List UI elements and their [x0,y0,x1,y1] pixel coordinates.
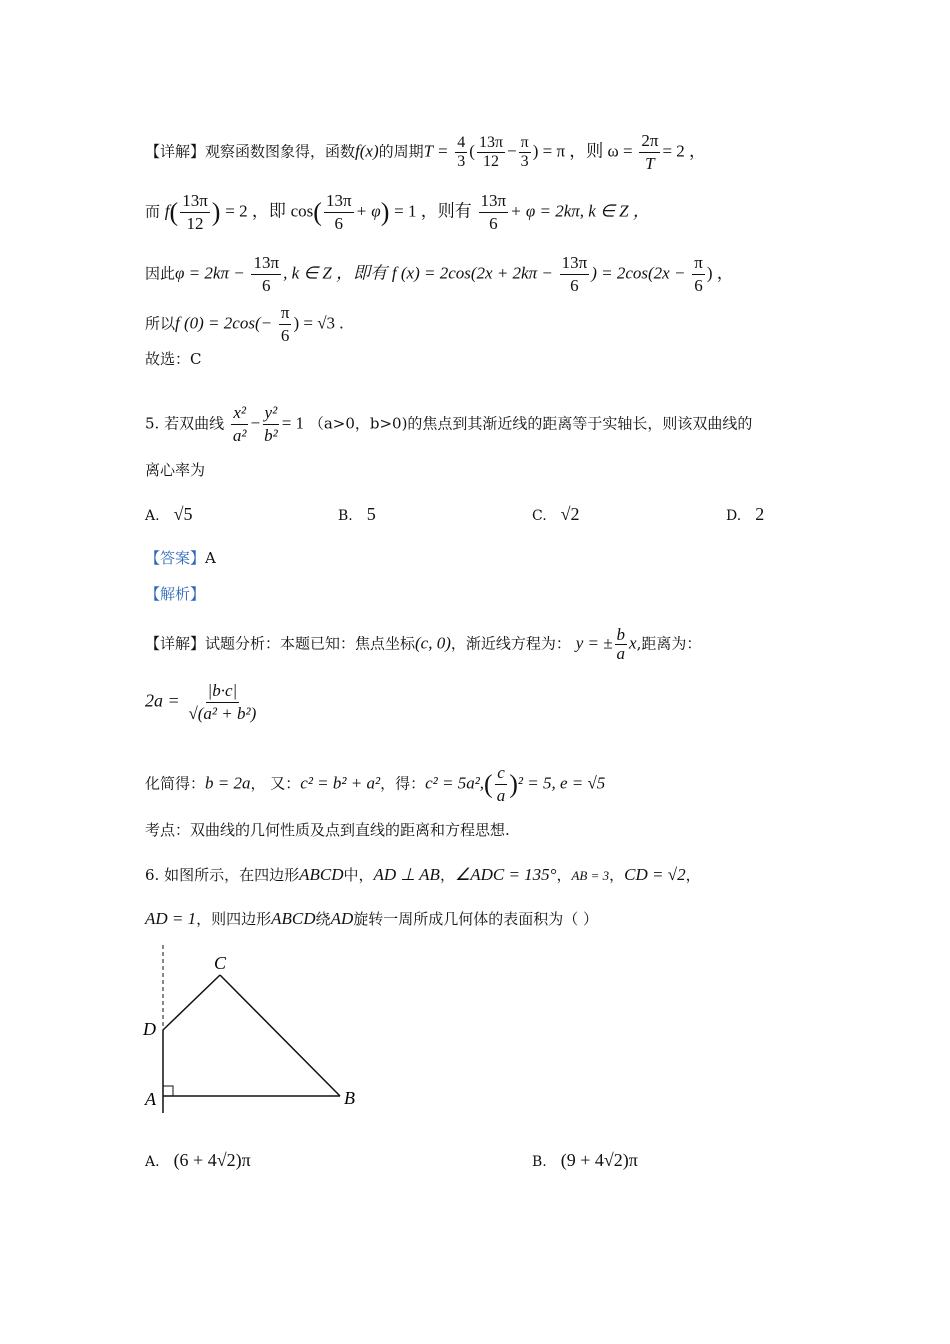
option-value: (6 + 4√2)π [173,1150,251,1170]
fraction-c-a: $\frac{c}{a}$ [496,763,506,805]
distance-formula [145,680,260,725]
math-eq: ) = √3 . [293,313,344,333]
option-letter: C. [532,508,547,524]
math-focus: (c, 0) [415,633,451,653]
question-text: ，则四边形 [196,910,272,928]
detail-text: ， 又： [250,774,301,793]
fraction-13pi-12: $\frac{13\pi}{12}$ [478,134,504,170]
label-c: C [214,953,227,973]
key-point: 考点：双曲线的几何性质及点到直线的距离和方程思想. [145,821,510,839]
analysis-label: 【解析】 [145,585,206,603]
detail-text: ,距离为： [636,634,702,653]
math-abcd: ABCD [299,865,344,884]
q5-detail-line [145,626,701,663]
math-fx: f(x) [355,141,379,161]
math-eq: + φ = 2kπ, k ∈ Z ， [510,201,650,221]
math-eq: ) = 2cos(2x − [591,263,686,283]
question-number: 5. 若双曲线 [145,414,225,433]
fraction-4-3: $\frac{4}{3}$ [457,134,466,170]
fraction-b-a: $\frac{b}{a}$ [616,625,626,663]
question-text: 绕 [315,910,331,928]
detail-text: 所以 [145,314,176,333]
right-angle-mark [163,1086,173,1096]
fraction-13pi-6: $\frac{13\pi}{6}$ [253,253,280,295]
question-text: ， [685,866,701,884]
option-value: 5 [366,504,376,524]
detail-text: 【详解】观察函数图象得，函数 [145,142,356,161]
math-ad: AD [330,909,354,928]
math-cd: CD = √2 [624,865,686,884]
detail-text: 而 [145,202,161,221]
math-f: f [164,201,170,221]
question-text: ， [609,866,625,884]
option-letter: B. [338,508,353,524]
detail-text: ，得： [380,774,426,793]
math-abcd: ABCD [271,909,316,928]
option-value: √2 [560,504,580,524]
question-number: 6. 如图所示，在四边形 [145,866,300,884]
option-value: √5 [173,504,193,524]
math-eq: = 2 ， [662,141,707,161]
question-text: 旋转一周所成几何体的表面积为（ ） [353,910,599,928]
math-ad1: AD = 1 [145,909,197,928]
answer-value: A [205,549,216,567]
question-text: （a>0，b>0)的焦点到其渐近线的距离等于实轴长，则该双曲线的 [308,414,753,433]
math-k: , k ∈ Z ，即有 [283,263,388,283]
q6-option-b[interactable] [532,1150,638,1171]
math-ad-perp-ab: AD ⊥ AB [373,865,440,884]
math-minus: − [250,413,261,433]
detail-text: 化简得： [145,774,206,793]
option-a[interactable] [145,504,192,525]
option-c[interactable] [532,504,580,525]
option-letter: A. [145,508,160,524]
math-2a: 2a = [145,690,180,711]
detail-line-1: 【详解】观察函数图象得，函数f(x)的周期T = $\frac{4}{3}$ ( $\frac{13\pi}{12}$ − $\frac{\pi}{3}$ ) = π ，则 ω = $\frac{2\pi}{T}$ = 2 ， [145,131,707,173]
label-a: A [145,1089,156,1109]
fraction-13pi-6: $\frac{13\pi}{6}$ [561,253,588,295]
fraction-distance: $\frac{|b\cdot c|}{\text{√(a² + b²)}}$ [188,681,257,723]
detail-text: ，渐近线方程为： [450,634,571,653]
answer-label: 【答案】 [145,549,206,567]
math-eq: = 2 ，即 [225,201,286,221]
detail-line-2: 而 f( $\frac{13\pi}{12}$ ) = 2 ，即 cos( $\frac{13\pi}{6}$ + φ) = 1 ，则有 $\frac{13\pi}{6}$ + φ = 2kπ, k ∈ Z ， [145,191,650,233]
option-letter: D. [726,508,742,524]
math-phi: + φ [355,201,381,221]
fraction-pi-6: $\frac{\pi}{6}$ [694,253,703,295]
fraction-13pi-12: $\frac{13\pi}{12}$ [182,191,208,233]
fraction-13pi-6: $\frac{13\pi}{6}$ [325,191,352,233]
math-T: T = [423,141,449,161]
math-eq: = 1 ，则有 [394,201,472,221]
question-text: ， [439,866,455,884]
option-d[interactable] [726,504,764,525]
question-6-line-1 [145,865,701,886]
detail-text: 因此 [145,264,176,283]
math-eq: ) ， [706,263,734,283]
math-x: x [629,633,637,653]
answer-line [145,548,216,568]
math-ab3: AB = 3 [571,868,610,883]
segment-dc [163,975,220,1030]
option-value: (9 + 4√2)π [560,1150,638,1170]
option-letter: B. [532,1154,547,1170]
math-c2: c² = b² + a² [300,773,381,793]
math-cos: cos [290,201,314,221]
detail-line-4 [145,302,344,347]
question-text: ， [556,866,572,884]
quadrilateral-figure [140,945,370,1115]
math-e: ² = 5, e = √5 [517,773,606,793]
option-letter: A. [145,1154,160,1170]
label-b: B [344,1088,355,1108]
math-eq: ) = π ，则 ω = [532,141,633,161]
segment-cb [220,975,340,1096]
question-5-line-2: 离心率为 [145,461,206,479]
label-d: D [143,1019,156,1039]
math-f0: f (0) = 2cos(− [175,313,273,333]
question-6-line-2 [145,909,598,929]
option-value: 2 [755,504,765,524]
fraction-pi-6: $\frac{\pi}{6}$ [280,303,290,345]
fraction-2pi-T: $\frac{2\pi}{T}$ [641,131,659,173]
math-angle: ∠ADC = 135° [454,865,557,884]
option-b[interactable] [338,504,376,525]
math-phi: φ = 2kπ − [175,263,245,283]
detail-line-3 [145,252,734,297]
fraction-x2-a2: $\frac{\text{x²}}{\text{a²}}$ [232,403,247,445]
detail-text: 【详解】试题分析：本题已知：焦点坐标 [145,634,416,653]
math-y: y = ± [575,633,613,653]
fraction-pi-3: $\frac{\pi}{3}$ [520,134,529,170]
simplify-line: 化简得：b = 2a， 又：c² = b² + a²，得：c² = 5a²,( $\frac{c}{a}$ )² = 5, e = √5 [145,763,606,805]
q6-option-a[interactable] [145,1150,251,1171]
question-text: 中， [343,866,374,884]
math-eq: = 1 [281,413,305,433]
question-5-line-1 [145,402,752,447]
math-fx: f (x) = 2cos(2x + 2kπ − [391,263,553,283]
math-c2-5a2: c² = 5a², [425,773,485,793]
math-b2a: b = 2a [205,773,251,793]
fraction-13pi-6: $\frac{13\pi}{6}$ [480,191,507,233]
detail-text: 的周期 [378,142,424,161]
choose-line: 故选：C [145,350,202,368]
fraction-y2-b2: $\frac{\text{y²}}{\text{b²}}$ [264,403,278,445]
